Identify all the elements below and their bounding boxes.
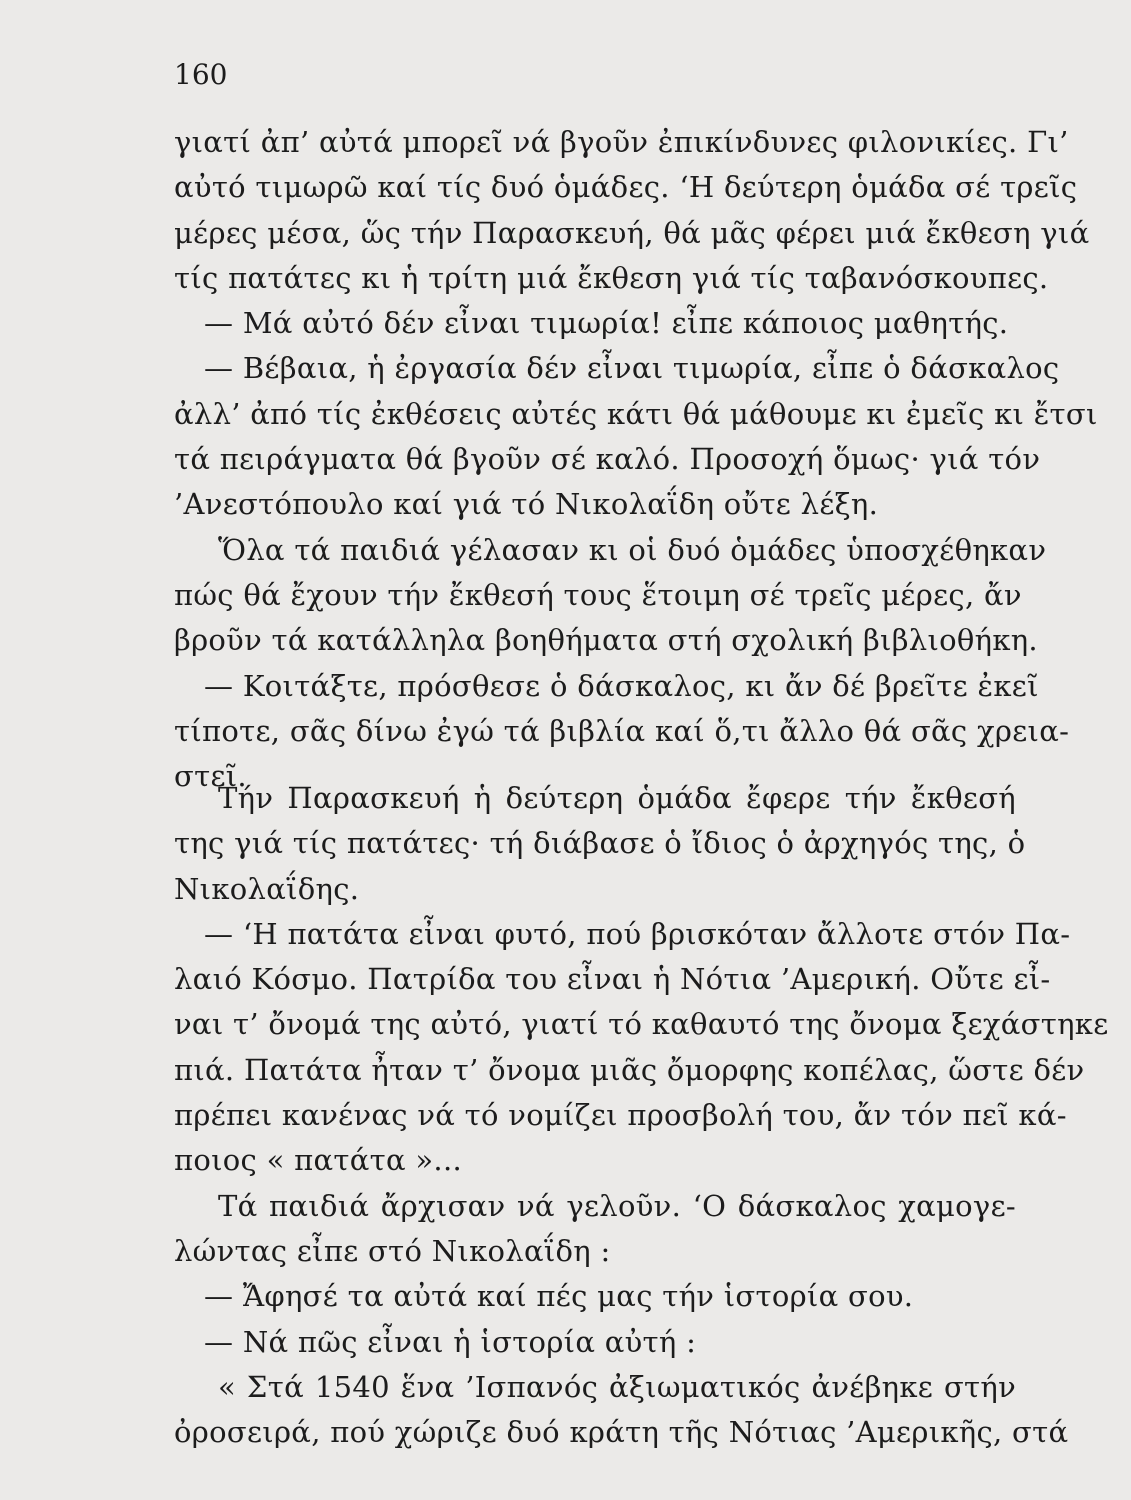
text-line: ναι τ’ ὄνομά της αὐτό, γιατί τό καθαυτό της ὄνομα ξεχάστηκε [174,1007,1109,1042]
text-line: Τά παιδιά ἄρχισαν νά γελοῦν. ‘Ο δάσκαλος χαμογε- [218,1188,1016,1223]
text-line: ’Ανεστόπουλο καί γιά τό Νικολαΐδη οὔτε λέξη. [174,487,879,522]
text-line: « Στά 1540 ἕνα ’Ισπανός ἀξιωματικός ἀνέβηκε στήν [218,1369,1016,1404]
text-line: τίς πατάτες κι ἡ τρίτη μιά ἔκθεση γιά τίς ταβανόσκουπες. [174,260,1049,295]
text-line: λαιό Κόσμο. Πατρίδα του εἶναι ἡ Νότια ’Αμερική. Οὔτε εἶ- [174,962,1051,997]
text-line: πώς θά ἔχουν τήν ἔκθεσή τους ἕτοιμη σέ τρεῖς μέρες, ἄν [174,577,1022,612]
text-line: — Νά πῶς εἶναι ἡ ἱστορία αὐτή : [204,1324,697,1359]
text-block-dialogue [174,120,1098,799]
text-line: μέρες μέσα, ὥς τήν Παρασκευή, θά μᾶς φέρει μιά ἔκθεση γιά [174,215,1090,250]
text-line: στεῖ. [174,759,247,794]
text-line: — Ἄφησέ τα αὐτά καί πές μας τήν ἱστορία σου. [204,1279,914,1314]
text-line: πιά. Πατάτα ἦταν τ’ ὄνομα μιᾶς ὄμορφης κοπέλας, ὥστε δέν [174,1052,1085,1087]
text-line: ποιος « πατάτα »... [174,1143,462,1178]
text-line: Νικολαΐδης. [174,871,360,906]
page-number: 160 [174,58,228,91]
text-block-friday-report [174,776,1109,1455]
text-line: ἀλλ’ ἀπό τίς ἐκθέσεις αὐτές κάτι θά μάθουμε κι ἐμεῖς κι ἔτσι [174,396,1098,431]
text-line: βροῦν τά κατάλληλα βοηθήματα στή σχολική βιβλιοθήκη. [174,623,1038,658]
text-line: — Βέβαια, ἡ ἐργασία δέν εἶναι τιμωρία, εἶπε ὁ δάσκαλος [204,351,1060,386]
text-line: τίποτε, σᾶς δίνω ἐγώ τά βιβλία καί ὅ,τι ἄλλο θά σᾶς χρεια- [174,713,1070,748]
text-line: — ‘Η πατάτα εἶναι φυτό, πού βρισκόταν ἄλλοτε στόν Πα- [204,916,1071,951]
text-line: τά πειράγματα θά βγοῦν σέ καλό. Προσοχή ὅμως· γιά τόν [174,442,1041,477]
text-line: της γιά τίς πατάτες· τή διάβασε ὁ ἴδιος ὁ ἀρχηγός της, ὁ [174,826,1026,861]
text-line: γιατί ἀπ’ αὐτά μπορεῖ νά βγοῦν ἐπικίνδυνες φιλονικίες. Γι’ [174,125,1069,159]
text-line: Ὅλα τά παιδιά γέλασαν κι οἱ δυό ὁμάδες ὑποσχέθηκαν [218,532,1047,567]
text-line: — Κοιτάξτε, πρόσθεσε ὁ δάσκαλος, κι ἄν δέ βρεῖτε ἐκεῖ [204,668,1039,703]
text-line: αὐτό τιμωρῶ καί τίς δυό ὁμάδες. ‘Η δεύτερη ὁμάδα σέ τρεῖς [174,170,1078,205]
text-line: ὀροσειρά, πού χώριζε δυό κράτη τῆς Νότιας ’Αμερικῆς, στά [174,1415,1069,1450]
text-line: — Μά αὐτό δέν εἶναι τιμωρία! εἶπε κάποιος μαθητής. [204,306,1009,341]
text-line: Τήν Παρασκευή ἡ δεύτερη ὁμάδα ἔφερε τήν ἔκθεσή [218,781,1016,815]
text-line: πρέπει κανένας νά τό νομίζει προσβολή του, ἄν τόν πεῖ κά- [174,1098,1067,1133]
text-line: λώντας εἶπε στό Νικολαΐδη : [174,1233,611,1268]
